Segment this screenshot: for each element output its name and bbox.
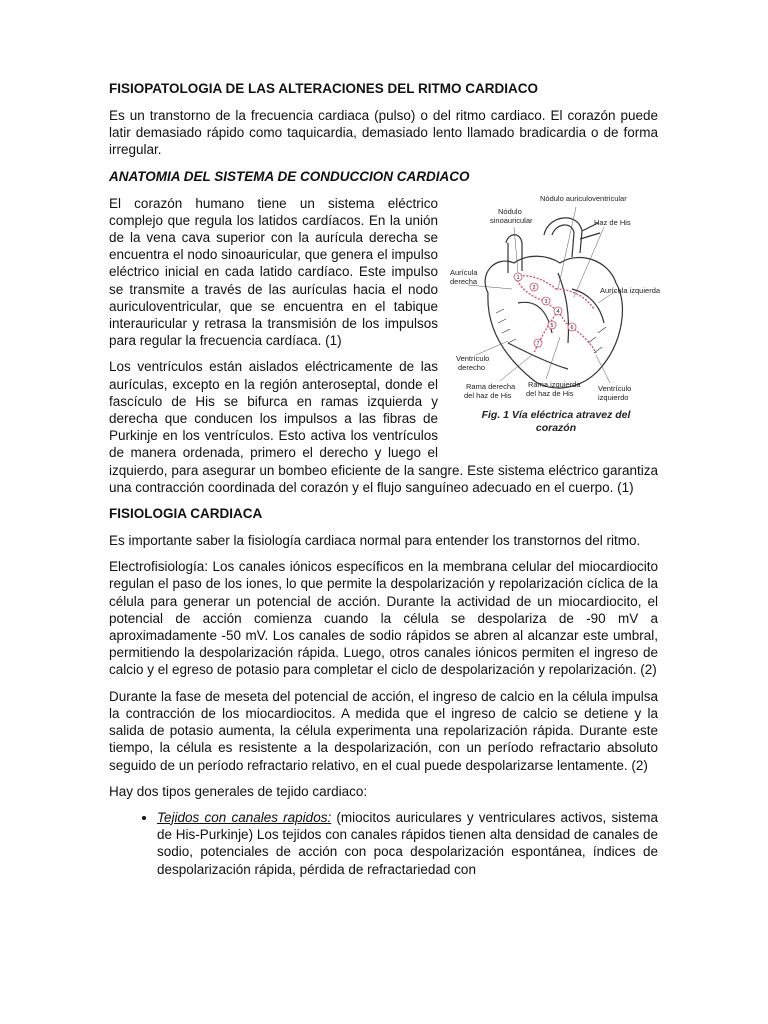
bullet-text: (miocitos auriculares y ventriculares activos, sistema de His-Purkinje) Los tejidos con canales rápidos tienen alta densidad de canales de sodio, potenciales de acción con poca despolarización espontánea, índices de despolarización rápida, pérdida de refractariedad con (157, 809, 658, 877)
label-haz-his: Haz de His (594, 217, 631, 227)
physiology-paragraph-1: Es importante saber la fisiología cardiaca normal para entender los transtornos del ritmo. (109, 533, 641, 549)
heart-diagram (448, 193, 668, 408)
label-ventriculo-izquierdo: izquierdo (598, 392, 629, 402)
pathway-number: 5 (550, 322, 554, 329)
label-auricula-derecha: derecha (450, 276, 478, 286)
label-auricula-derecha: Aurícula (450, 267, 478, 277)
label-rama-derecha: Rama derecha (466, 381, 516, 391)
label-rama-derecha: del haz de His (464, 390, 512, 400)
label-ventriculo-izquierdo: Ventrículo (598, 383, 632, 393)
figure-caption: Fig. 1 Vía eléctrica atravez del corazón (481, 408, 631, 434)
label-rama-izquierda: Rama izquierda (528, 379, 581, 389)
heart-conduction-figure (448, 193, 668, 443)
intro-paragraph: Es un transtorno de la frecuencia cardiaca (pulso) o del ritmo cardiaco. El corazón puede latir demasiado rápido como taquicardia, demasiado lento llamado bradicardia o de forma irregular. (109, 108, 658, 158)
anatomy-paragraph-1: El corazón humano tiene un sistema eléctrico complejo que regula los latidos cardíacos. En la unión de la vena cava superior con la aurícula derecha se encuentra el nodo sinoauricular, que genera el impulso eléctrico inicial en cada latido cardíaco. Este impulso se transmite a través de las aurículas hacia el nodo auriculoventricular, que se encuentra en el tabique interauricular y retrasa la transmisión de los impulsos para regular la frecuencia cardíaca. (1) (109, 195, 438, 349)
physiology-paragraph-2: Electrofisiología: Los canales iónicos específicos en la membrana celular del miocardiocito regulan el paso de los iones, lo que permite la despolarización y repolarización cíclica de la célula para generar un potencial de acción. Durante la actividad de un miocardiocito, el potencial de acción comienza cuando la célula se despolariza de -90 mV a aproximadamente -50 mV. Los canales de sodio rápidos se abren al alcanzar este umbral, permitiendo la despolarización rápida. Luego, otros canales iónicos permiten el ingreso de calcio y el egreso de potasio para completar el ciclo de despolarización y repolarización. (2) (109, 559, 658, 678)
label-nodulo-av: Nódulo auriculoventricular (540, 193, 627, 203)
pathway-number: 2 (532, 284, 536, 291)
tissue-type-list (109, 809, 658, 878)
list-item (157, 809, 658, 878)
physiology-paragraph-3: Durante la fase de meseta del potencial de acción, el ingreso de calcio en la célula impulsa la contracción de los miocardiocitos. A medida que el ingreso de calcio se detiene y la salida de potasio aumenta, la célula experimenta una repolarización rápida. Durante este tiempo, la célula es resistente a la despolarización, con un período refractario absoluto seguido de un período refractario relativo, en el cual puede despolarizarse lentamente. (2) (109, 688, 658, 773)
document-title: FISIOPATOLOGIA DE LAS ALTERACIONES DEL RITMO CARDIACO (109, 81, 539, 96)
pathway-number: 6 (570, 324, 574, 331)
anatomy-paragraph-2: Los ventrículos están aislados eléctricamente de las aurículas, excepto en la región anteroseptal, donde el fascículo de His se bifurca en ramas izquierda y derecha que conducen los impulsos a las fibras de Purkinje en los ventrículos. Esto activa los ventrículos de manera ordenada, primero el derecho y luego el izquierdo, para asegurar un bombeo eficiente de la sangre. Este sistema eléctrico garantiza una contracción coordinada del corazón y el flujo sanguíneo adecuado en el cuerpo. (1) (109, 359, 658, 495)
physiology-paragraph-4: Hay dos tipos generales de tejido cardiaco: (109, 783, 368, 799)
label-ventriculo-derecho: derecho (458, 362, 486, 372)
aorta-shape (544, 217, 582, 252)
label-rama-izquierda: del haz de His (526, 388, 574, 398)
bullet-term: Tejidos con canales rapidos: (157, 809, 332, 825)
document-content (109, 80, 661, 878)
section-heading-anatomy: ANATOMIA DEL SISTEMA DE CONDUCCION CARDIACO (109, 168, 470, 184)
label-ventriculo-derecho: Ventrículo (456, 353, 490, 363)
pathway-number: 3 (544, 298, 548, 305)
pathway-number: 7 (536, 340, 540, 347)
pathway-number: 1 (516, 274, 520, 281)
section-heading-physiology: FISIOLOGIA CARDIACA (109, 506, 263, 522)
label-nodulo-sa: Nódulo (498, 206, 522, 216)
pathway-number: 4 (556, 308, 560, 315)
label-nodulo-sa: sinoauricular (490, 215, 533, 225)
label-auricula-izquierda: Aurícula izquierda (600, 285, 661, 295)
